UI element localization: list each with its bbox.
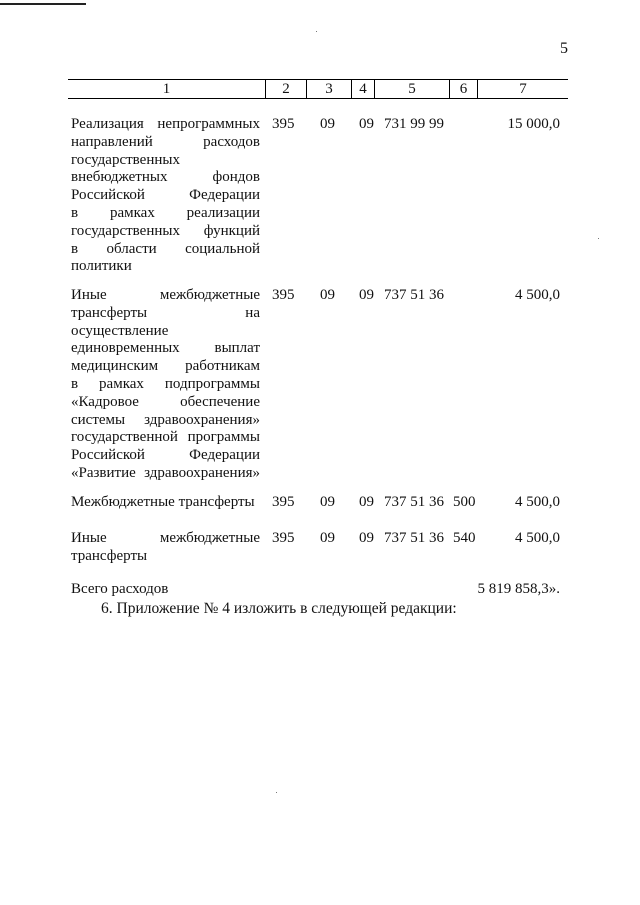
total-value: 5 819 858,3». — [477, 581, 560, 597]
desc-line: направлений расходов — [71, 133, 260, 150]
desc-line: «Кадровое обеспечение — [71, 393, 260, 410]
desc-line: Российской Федерации — [71, 447, 260, 464]
desc-line: в рамках реализации — [71, 204, 260, 221]
desc-line: медицинским работникам — [71, 358, 260, 375]
header-col-2: 2 — [282, 81, 290, 97]
top-rule — [0, 3, 86, 5]
cell-col-5: 731 99 99 — [384, 116, 444, 132]
cell-col-3: 09 — [320, 530, 335, 546]
desc-line: государственной программы — [71, 429, 260, 446]
desc-line: системы здравоохранения» — [71, 411, 260, 428]
desc-line: в области социальной — [71, 240, 260, 257]
page-number: 5 — [560, 40, 568, 57]
cell-col-6: 500 — [453, 494, 476, 510]
header-col-3: 3 — [325, 81, 333, 97]
header-col-6: 6 — [459, 81, 468, 97]
cell-col-2: 395 — [272, 287, 295, 303]
amendment-paragraph: 6. Приложение № 4 изложить в следующей редакции: — [101, 600, 457, 617]
desc-line: внебюджетных фондов — [71, 169, 260, 186]
desc-line: «Развитие здравоохранения» — [71, 464, 260, 481]
cell-col-6: 540 — [453, 530, 476, 546]
desc-line: осуществление — [71, 322, 169, 339]
desc-line: в рамках подпрограммы — [71, 375, 260, 392]
desc-line: государственных — [71, 151, 180, 168]
desc-line: Российской Федерации — [71, 187, 260, 204]
cell-col-4: 09 — [359, 116, 374, 132]
cell-col-5: 737 51 36 — [384, 494, 444, 510]
cell-col-7: 4 500,0 — [515, 494, 560, 510]
cell-col-3: 09 — [320, 494, 335, 510]
header-col-5: 5 — [408, 81, 416, 97]
cell-col-7: 4 500,0 — [515, 530, 560, 546]
header-col-4: 4 — [359, 81, 367, 97]
table-header — [68, 79, 568, 99]
scan-speck — [276, 792, 277, 793]
scan-speck — [316, 31, 317, 32]
cell-col-3: 09 — [320, 116, 335, 132]
cell-col-4: 09 — [359, 494, 374, 510]
scan-speck — [598, 238, 599, 239]
desc-line: Реализация непрограммных — [71, 116, 260, 132]
desc-line: трансферты на — [71, 304, 260, 321]
total-label: Всего расходов — [71, 581, 169, 597]
cell-col-3: 09 — [320, 287, 335, 303]
row-description — [71, 494, 260, 512]
desc-line: политики — [71, 258, 132, 275]
cell-col-5: 737 51 36 — [384, 287, 444, 303]
desc-line: единовременных выплат — [71, 340, 260, 357]
desc-line: трансферты — [71, 547, 148, 564]
cell-col-4: 09 — [359, 530, 374, 546]
row-description — [71, 287, 260, 483]
header-col-1: 1 — [162, 81, 171, 97]
cell-col-5: 737 51 36 — [384, 530, 444, 546]
row-description — [71, 530, 260, 566]
header-col-7: 7 — [519, 81, 527, 97]
cell-col-7: 15 000,0 — [507, 116, 560, 132]
desc-line: Межбюджетные трансферты — [71, 494, 255, 510]
cell-col-2: 395 — [272, 530, 295, 546]
cell-col-7: 4 500,0 — [515, 287, 560, 303]
cell-col-2: 395 — [272, 494, 295, 510]
desc-line: Иные межбюджетные — [71, 530, 260, 546]
cell-col-4: 09 — [359, 287, 374, 303]
desc-line: Иные межбюджетные — [71, 287, 260, 303]
row-description — [71, 116, 260, 276]
desc-line: государственных функций — [71, 222, 260, 239]
cell-col-2: 395 — [272, 116, 295, 132]
